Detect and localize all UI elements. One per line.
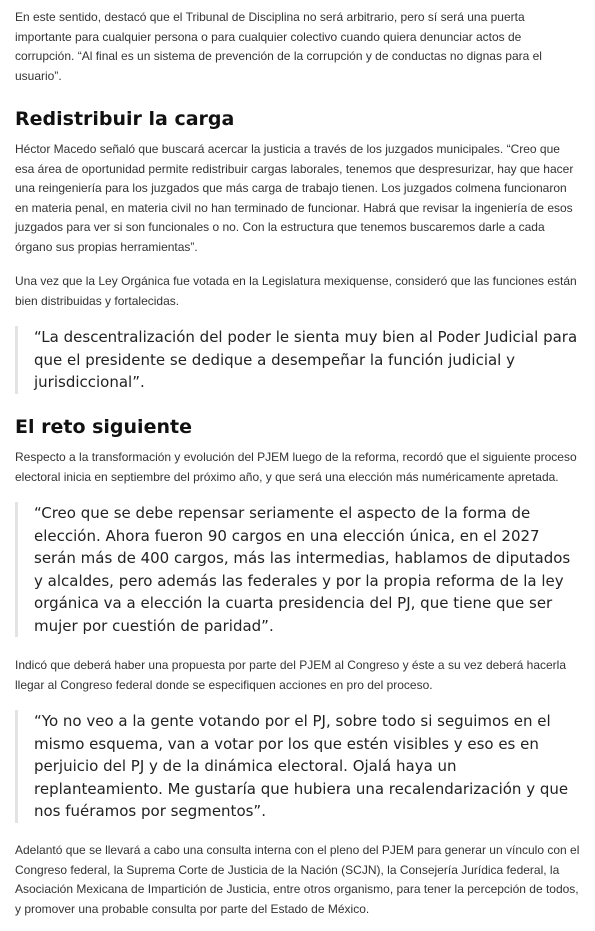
paragraph-text: Héctor Macedo señaló que buscará acercar la justicia a través de los juzgados municipales. “Creo que esa área de oportunidad permite redistribuir cargas laborales, tenemos que despresurizar, hay que hacer una reingeniería para los juzgados que más carga de trabajo tienen. Los juzgados colmena funcionaron en materia penal, en materia civil no han terminado de funcionar. Habrá que revisar la ingeniería de esos juzgados para ver si son funcionales o no. Con la estructura que tenemos buscaremos darle a cada órgano sus propias herramientas”.: [15, 142, 574, 254]
quote-text: “La descentralización del poder le sienta muy bien al Poder Judicial para que el presidente se dedique a desempeñar la función judicial y jurisdiccional”.: [15, 326, 580, 394]
paragraph-text: Indicó que deberá haber una propuesta por parte del PJEM al Congreso y éste a su vez deberá hacerla llegar al Congreso federal donde se especifiquen acciones en pro del proceso.: [15, 658, 567, 692]
heading-redistribuir: [15, 107, 580, 131]
heading-reto: [15, 415, 580, 439]
quote-text: “Creo que se debe repensar seriamente el aspecto de la forma de elección. Ahora fueron 90 cargos en una elección única, en el 2027 serán más de 400 cargos, más las intermedias, hablamos de diputados y alcaldes, pero además las federales y por la propia reforma de la ley orgánica va a elección la cuarta presidencia del PJ, que tiene que ser mujer por cuestión de paridad”.: [15, 502, 580, 637]
quote-text: “Yo no veo a la gente votando por el PJ, sobre todo si seguimos en el mismo esquema, van a votar por los que estén visibles y eso es en perjuicio del PJ y de la dinámica electoral. Ojalá haya un replanteamiento. Me gustaría que hubiera una recalendarización y que nos fuéramos por segmentos”.: [15, 710, 580, 823]
section-heading: El reto siguiente: [15, 416, 192, 438]
blockquote-votando: [15, 710, 580, 823]
blockquote-eleccion: [15, 502, 580, 637]
paragraph-text: Adelantó que se llevará a cabo una consulta interna con el pleno del PJEM para generar un vínculo con el Congreso federal, la Suprema Corte de Justicia de la Nación (SCJN), la Consejería Jurídica federal, la Asociación Mexicana de Impartición de Justicia, entre otros organismo, para tener la percepción de todos, y promover una probable consulta por parte del Estado de México.: [15, 843, 580, 916]
paragraph-tribunal: [15, 8, 580, 86]
paragraph-text: En este sentido, destacó que el Tribunal de Disciplina no será arbitrario, pero sí será una puerta importante para cualquier persona o para cualquier colectivo cuando quiera denunciar actos de corrupción. “Al final es un sistema de prevención de la corrupción y de conductas no dignas para el usuario”.: [15, 10, 542, 83]
paragraph-consulta: [15, 841, 580, 919]
blockquote-descentralizacion: [15, 326, 580, 394]
paragraph-text: Una vez que la Ley Orgánica fue votada en la Legislatura mexiquense, consideró que las funciones están bien distribuidas y fortalecidas.: [15, 274, 577, 308]
paragraph-transformacion: [15, 448, 580, 487]
paragraph-ley-organica: [15, 272, 580, 311]
section-heading: Redistribuir la carga: [15, 108, 235, 130]
paragraph-text: Respecto a la transformación y evolución del PJEM luego de la reforma, recordó que el siguiente proceso electoral inicia en septiembre del próximo año, y que será una elección más numéricamente apretada.: [15, 450, 577, 484]
paragraph-propuesta: [15, 656, 580, 695]
paragraph-macedo: [15, 140, 580, 257]
